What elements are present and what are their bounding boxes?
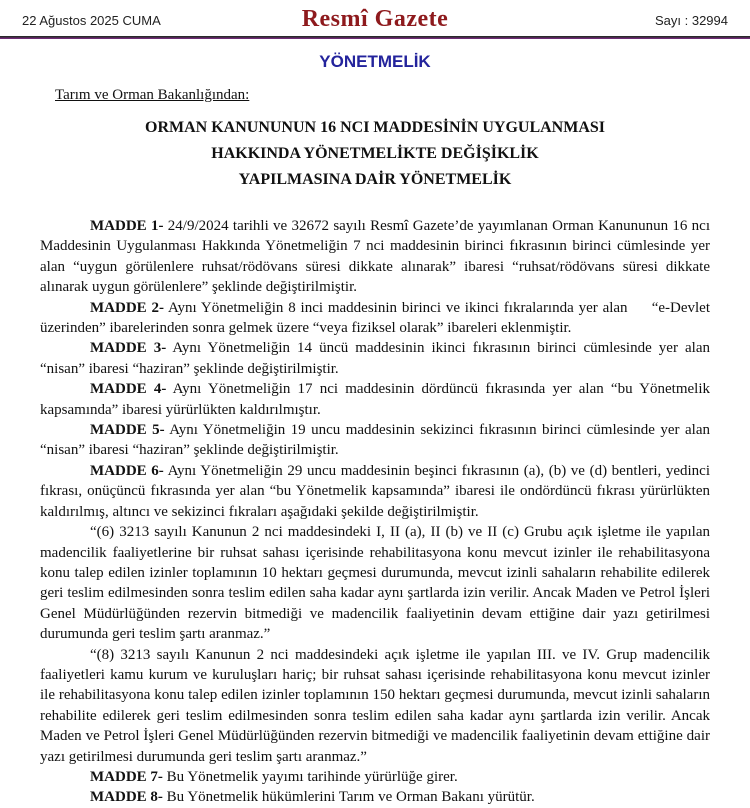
article-label: MADDE 5- [90,422,165,439]
masthead-date: 22 Ağustos 2025 CUMA [22,13,161,28]
masthead-issue-number: Sayı : 32994 [655,13,728,28]
article-label: MADDE 1- [90,218,164,234]
article-label: MADDE 7- [90,768,163,785]
article-label: MADDE 2- [90,299,164,316]
issuing-authority: Tarım ve Orman Bakanlığından: [55,87,250,103]
article-label: MADDE 3- [90,340,167,357]
article-paragraph [40,379,710,420]
article-paragraph [40,787,710,807]
article-text: Aynı Yönetmeliğin 29 uncu maddesinin beşinci fıkrasının (a), (b) ve (d) bentleri, yedinci fıkrası, onüçüncü fıkrasında yer alan “bu Yönetmelik kapsamında” ibaresi ile ondördüncü fıkrası yürürlükten kaldırılmış, altıncı ve sekizinci fıkraları aşağıdaki şekilde değiştirilmiştir. [40,462,711,520]
regulation-title [40,115,710,193]
article-paragraph [40,420,710,461]
regulation-title-line: YAPILMASINA DAİR YÖNETMELİK [238,171,512,188]
article-label: MADDE 6- [90,462,164,479]
article-paragraph [40,298,710,339]
article-text: Bu Yönetmelik hükümlerini Tarım ve Orman Bakanı yürütür. [166,789,535,806]
article-text: Aynı Yönetmeliğin 14 üncü maddesinin ikinci fıkrasının birinci cümlesinde yer alan “nisan” ibaresi “haziran” şeklinde değiştirilmiştir. [40,340,710,377]
article-text: “(6) 3213 sayılı Kanunun 2 nci maddesindeki I, II (a), II (b) ve II (c) Grubu açık işletme ile yapılan madencilik faaliyetlerine bir ruhsat sahası içerisinde rehabilitasyona konu mevcut izinler ile rehabilitasyona konu talep edilen izinler toplamının 10 hektarı geçmesi durumunda, mevcut izinli sahaların rehabilite edilerek geri teslim edilmesinden sonra teslim edilen saha kadar aynı şartlarda izin verilir. Ancak Maden ve Petrol İşleri Genel Müdürlüğünden rezervin bitmediği ve madencilik faaliyetinin devam ettiğine dair yazı getirilmesi durumunda geri teslim şartı aranmaz.” [40,524,710,643]
article-text: 24/9/2024 tarihli ve 32672 sayılı Resmî Gazete’de yayımlanan Orman Kanununun 16 ncı Maddesinin Uygulanması Hakkında Yönetmeliğin 7 nci maddesinin birinci fıkrasının birinci cümlesinde yer alan “uygun görülenlere ruhsat/rödövans süresi dikkate alınarak” ibaresi “ruhsat/rödövans süresi dikkate alınarak uygun görülenlere” şeklinde değiştirilmiştir. [40,218,711,296]
regulation-title-line: HAKKINDA YÖNETMELİKTE DEĞİŞİKLİK [211,145,539,162]
article-text: Aynı Yönetmeliğin 19 uncu maddesinin sekizinci fıkrasının birinci cümlesinde yer alan “nisan” ibaresi “haziran” şeklinde değiştirilmiştir. [40,422,710,459]
article-text: “(8) 3213 sayılı Kanunun 2 nci maddesindeki açık işletme ile yapılan III. ve IV. Grup madencilik faaliyetleri kamu kurum ve kuruluşları hariç; bir ruhsat sahası içerisinde rehabilitasyona konu mevcut izinler ile rehabilitasyona konu talep edilen izinler toplamının 150 hektarı geçmesi durumunda, mevcut izinli sahaların rehabilite edilerek geri teslim edilmesinden sonra teslim edilen saha kadar aynı şartlarda izin verilir. Ancak Maden ve Petrol İşleri Genel Müdürlüğünden rezervin bitmediği ve madencilik faaliyetinin devam ettiğine dair yazı getirilmesi durumunda geri teslim şartı aranmaz.” [40,646,710,765]
article-text: Bu Yönetmelik yayımı tarihinde yürürlüğe girer. [166,768,458,785]
amended-clause-paragraph [40,645,710,767]
article-paragraph [40,216,710,298]
article-label: MADDE 4- [90,381,167,398]
article-paragraph [40,461,710,522]
section-heading: YÖNETMELİK [319,52,431,71]
masthead [0,0,750,36]
article-paragraph [40,338,710,379]
article-text: Aynı Yönetmeliğin 17 nci maddesinin dördüncü fıkrasında yer alan “bu Yönetmelik kapsamında” ibaresi yürürlükten kaldırılmıştır. [40,381,711,418]
regulation-document [0,87,750,808]
masthead-title: Resmî Gazete [301,6,449,32]
regulation-body [40,216,710,808]
masthead-rule [0,36,750,39]
article-paragraph [40,767,710,787]
regulation-title-line: ORMAN KANUNUNUN 16 NCI MADDESİNİN UYGULANMASI [145,119,605,136]
article-text: Aynı Yönetmeliğin 8 inci maddesinin birinci ve ikinci fıkralarında yer alan “e-Devlet üzerinden” ibarelerinden sonra gelmek üzere “veya fiziksel olarak” ibareleri eklenmiştir. [40,299,710,337]
amended-clause-paragraph [40,522,710,644]
article-label: MADDE 8- [90,789,163,806]
